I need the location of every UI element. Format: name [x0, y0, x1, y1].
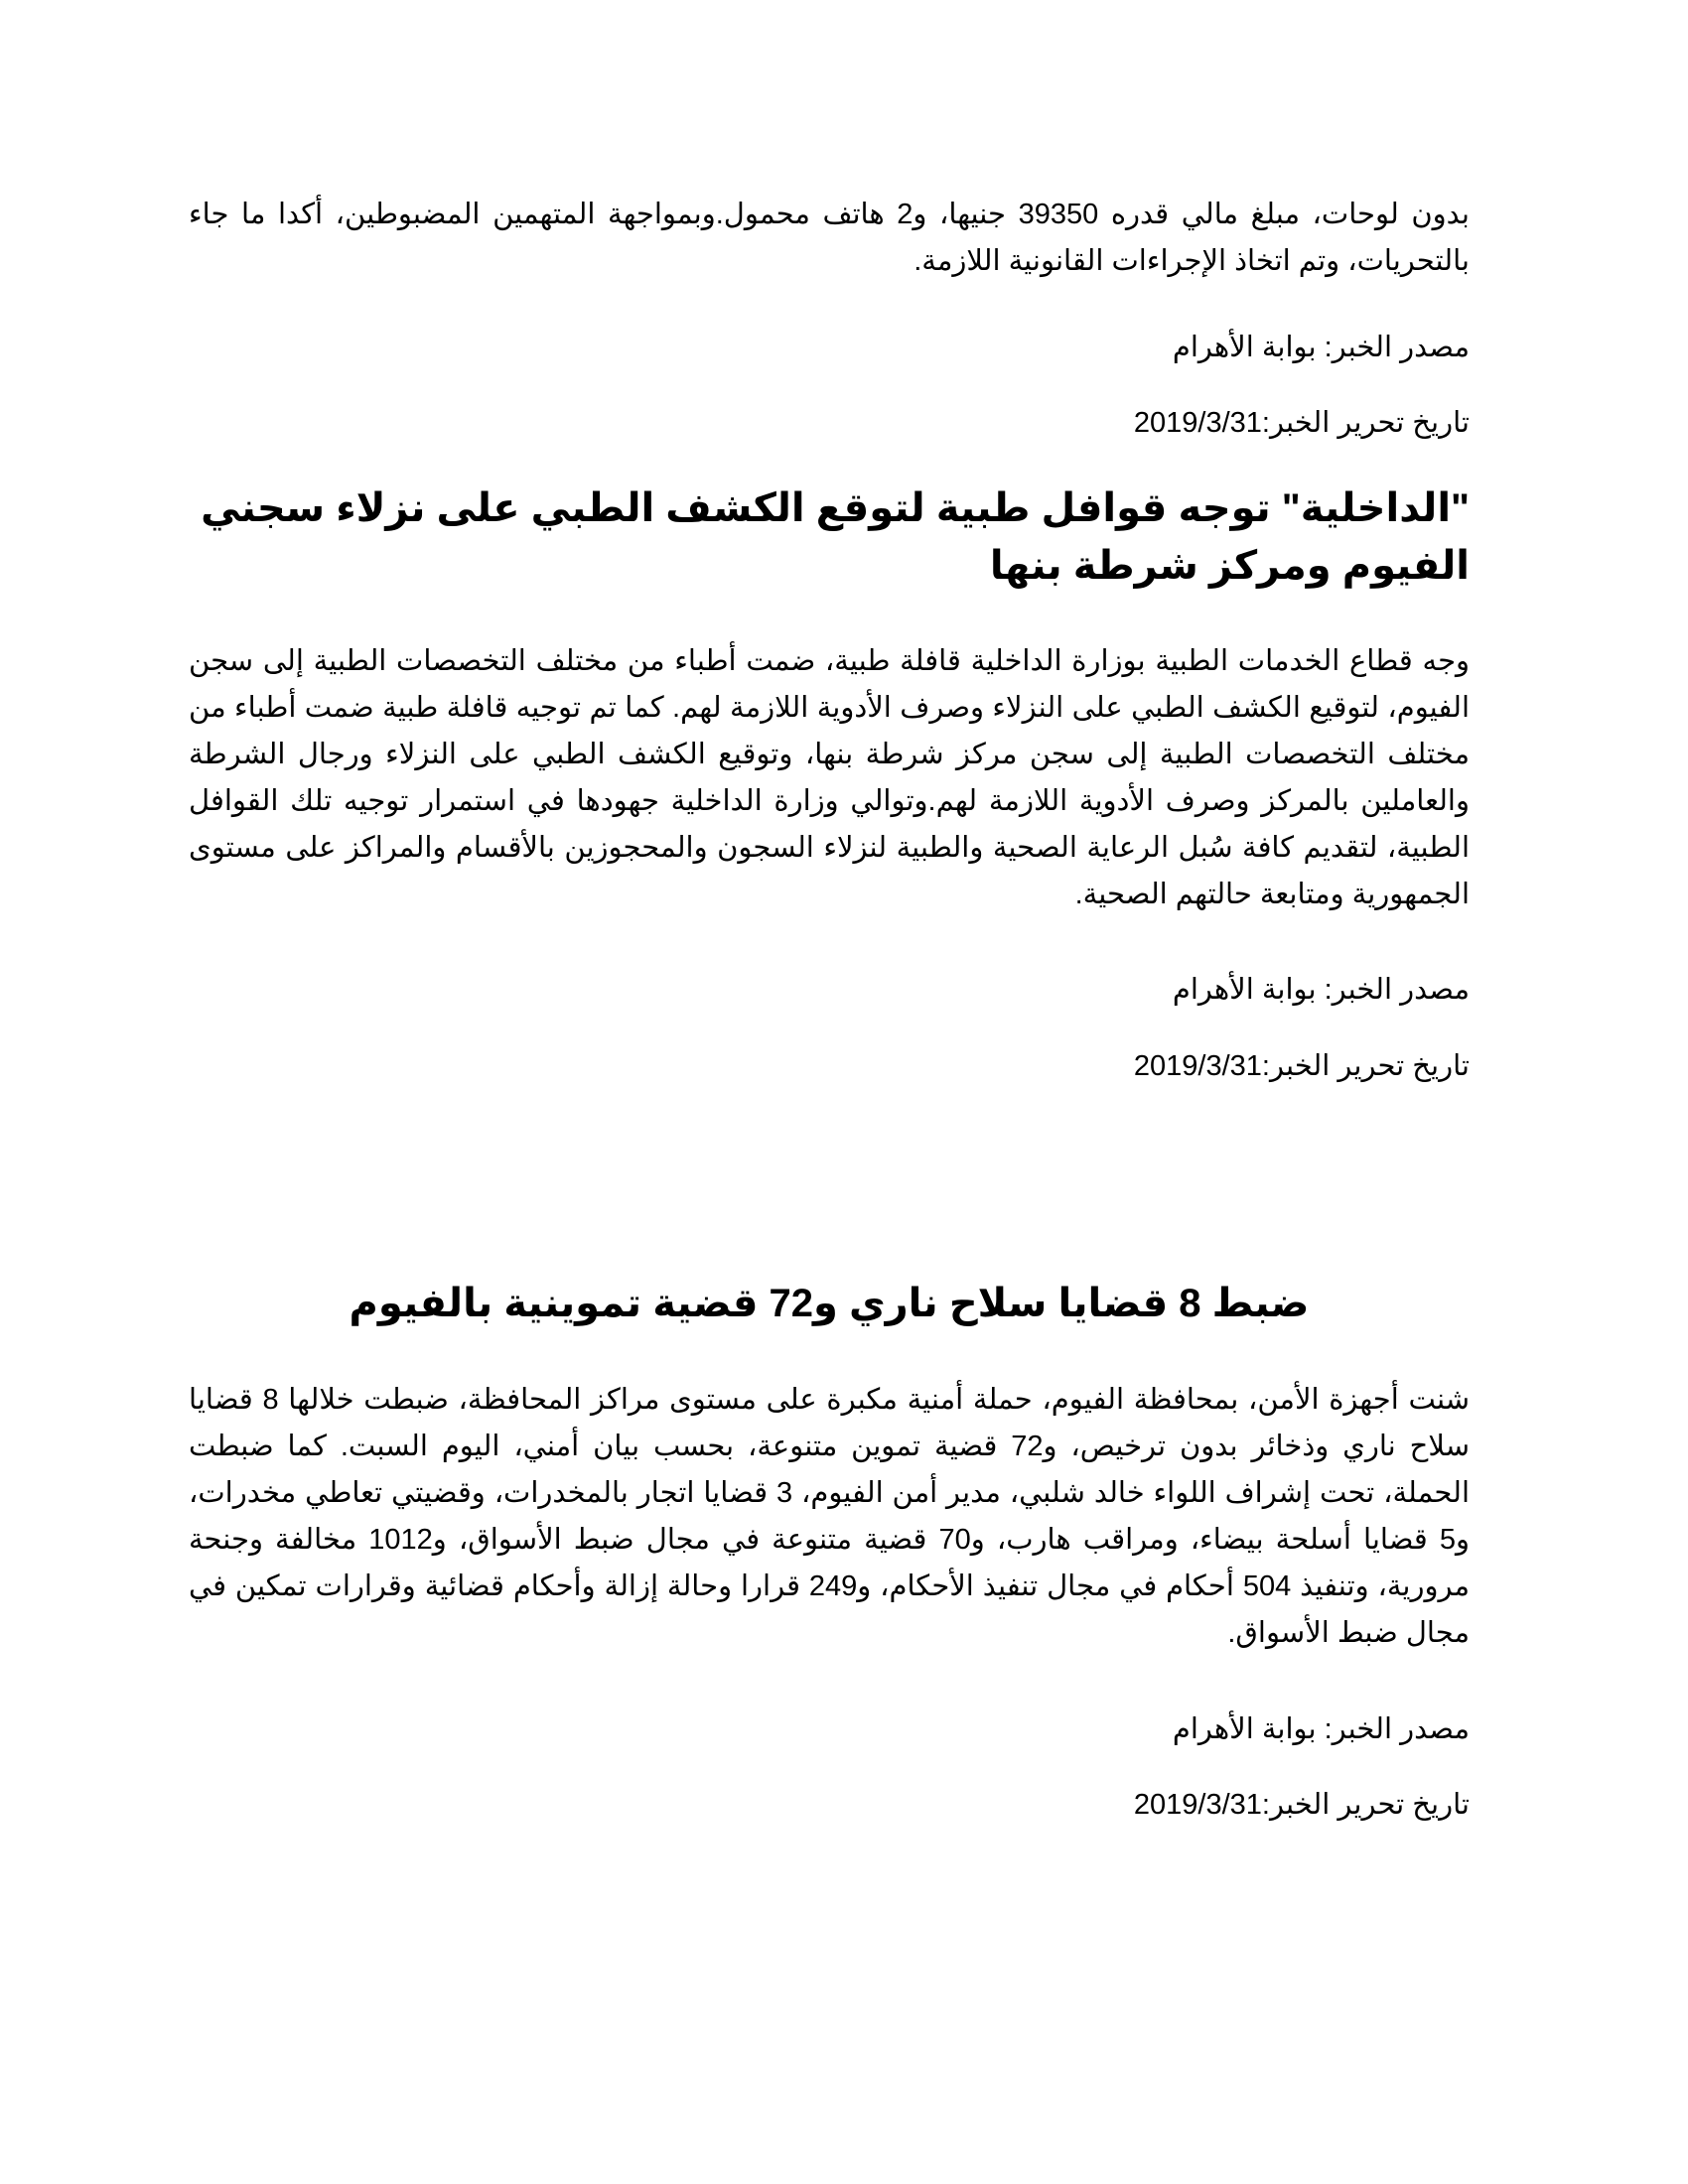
article-2-date: تاريخ تحرير الخبر:2019/3/31 — [1133, 1050, 1470, 1082]
article-2-headline: "الداخلية" توجه قوافل طبية لتوقع الكشف الطبي على نزلاء سجني الفيوم ومركز شرطة بنها — [201, 486, 1470, 588]
article-2-source: مصدر الخبر: بوابة الأهرام — [1172, 974, 1470, 1006]
continuation-paragraph: بدون لوحات، مبلغ مالي قدره 39350 جنيها، و2 هاتف محمول.وبمواجهة المتهمين المضبوطين، أكدا ما جاء بالتحريات، وتم اتخاذ الإجراءات القانونية اللازمة. — [189, 199, 1470, 277]
article-3-paragraph: شنت أجهزة الأمن، بمحافظة الفيوم، حملة أمنية مكبرة على مستوى مراكز المحافظة، ضبطت خلالها 8 قضايا سلاح ناري وذخائر بدون ترخيص، و72 قضية تموين متنوعة، بحسب بيان أمني، اليوم السبت. كما ضبطت الحملة، تحت إشراف اللواء خالد شلبي، مدير أمن الفيوم، 3 قضايا اتجار بالمخدرات، وقضيتي تعاطي مخدرات، و5 قضايا أسلحة بيضاء، ومراقب هارب، و70 قضية متنوعة في مجال ضبط الأسواق، و1012 مخالفة وجنحة مرورية، وتنفيذ 504 أحكام في مجال تنفيذ الأحكام، و249 قرارا وحالة إزالة وأحكام قضائية وقرارات تمكين في مجال ضبط الأسواق. — [189, 1384, 1471, 1649]
continuation-source: مصدر الخبر: بوابة الأهرام — [1172, 332, 1470, 363]
article-3-headline: ضبط 8 قضايا سلاح ناري و72 قضية تموينية بالفيوم — [349, 1282, 1310, 1325]
article-3-source: مصدر الخبر: بوابة الأهرام — [1172, 1713, 1470, 1745]
article-2-paragraph: وجه قطاع الخدمات الطبية بوزارة الداخلية قافلة طبية، ضمت أطباء من مختلف التخصصات الطبية إلى سجن الفيوم، لتوقيع الكشف الطبي على النزلاء وصرف الأدوية اللازمة لهم. كما تم توجيه قافلة طبية ضمت أطباء من مختلف التخصصات الطبية إلى سجن مركز شرطة بنها، وتوقيع الكشف الطبي على النزلاء ورجال الشرطة والعاملين بالمركز وصرف الأدوية اللازمة لهم.وتوالي وزارة الداخلية جهودها في استمرار توجيه تلك القوافل الطبية، لتقديم كافة سُبل الرعاية الصحية والطبية لنزلاء السجون والمحجوزين بالأقسام والمراكز على مستوى الجمهورية ومتابعة حالتهم الصحية. — [189, 645, 1470, 910]
article-3-date: تاريخ تحرير الخبر:2019/3/31 — [1133, 1789, 1470, 1821]
continuation-date: تاريخ تحرير الخبر:2019/3/31 — [1133, 407, 1470, 439]
